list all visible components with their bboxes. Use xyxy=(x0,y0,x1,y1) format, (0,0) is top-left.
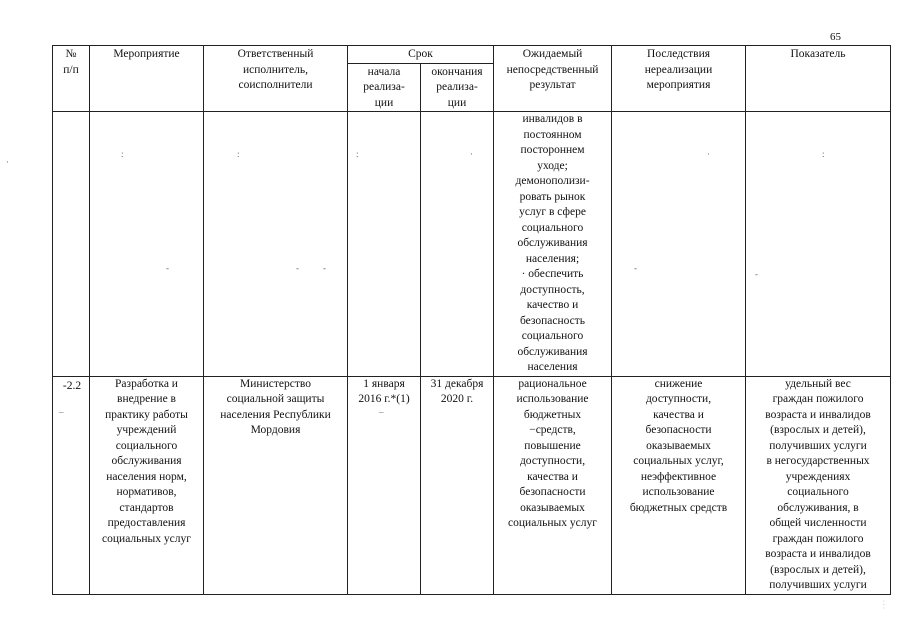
cont-event-cell xyxy=(90,112,204,377)
cont-expected-cell: инвалидов в постоянном постороннем уходе; демонополизи- ровать рынок услуг в сфере социального обслуживания населения; · обеспечить доступность, качество и безопасность социального обслуживания населения xyxy=(494,112,612,377)
scan-speck: - xyxy=(323,263,326,273)
scan-speck: - xyxy=(296,263,299,273)
header-num: № п/п xyxy=(53,46,90,112)
end-date-cell: 31 декабря 2020 г. xyxy=(421,376,494,594)
scan-speck: : xyxy=(237,149,240,159)
header-term-end: окончания реализа- ции xyxy=(421,63,494,112)
scan-speck: - xyxy=(634,263,637,273)
header-responsible: Ответственный исполнитель, соисполнители xyxy=(204,46,348,112)
header-term: Срок xyxy=(348,46,494,64)
header-consequences: Последствия нереализации мероприятия xyxy=(612,46,746,112)
header-indicator: Показатель xyxy=(746,46,891,112)
scan-speck: · xyxy=(707,149,710,159)
page-number: 65 xyxy=(830,31,841,43)
scan-speck: : xyxy=(121,149,124,159)
header-row xyxy=(53,46,891,64)
header-term-start: начала реализа- ции xyxy=(348,63,421,112)
scan-margin-mark: · · · xyxy=(880,600,886,609)
header-event: Мероприятие xyxy=(90,46,204,112)
scan-speck: – xyxy=(59,407,64,417)
scan-speck: · xyxy=(6,157,9,167)
scan-speck: : xyxy=(822,149,825,159)
header-expected: Ожидаемый непосредственный результат xyxy=(494,46,612,112)
expected-result-cell: рациональное использование бюджетных −средств, повышение доступности, качества и безопасности оказываемых социальных услуг xyxy=(494,376,612,594)
scan-speck: · xyxy=(470,149,473,159)
cont-consequences-cell xyxy=(612,112,746,377)
start-date-cell: 1 января 2016 г.*(1) xyxy=(348,376,421,594)
responsible-cell: Министерство социальной защиты населения Республики Мордовия xyxy=(204,376,348,594)
cont-indicator-cell xyxy=(746,112,891,377)
measures-table xyxy=(52,45,891,595)
scan-speck: – xyxy=(379,407,384,417)
row-number: -2.2 xyxy=(53,376,90,594)
scan-speck: : xyxy=(356,149,359,159)
consequences-cell: снижение доступности, качества и безопасности оказываемых социальных услуг, неэффективное использование бюджетных средств xyxy=(612,376,746,594)
scan-speck: - xyxy=(166,263,169,273)
cont-num-cell xyxy=(53,112,90,377)
cont-end-cell xyxy=(421,112,494,377)
indicator-cell: удельный вес граждан пожилого возраста и инвалидов (взрослых и детей), получивших услуги в негосударственных учреждениях социального обслуживания, в общей численности граждан пожилого возраста и инвалидов (взрослых и детей), получивших услуги xyxy=(746,376,891,594)
event-cell: Разработка и внедрение в практику работы учреждений социального обслуживания населения норм, нормативов, стандартов предоставления социальных услуг xyxy=(90,376,204,594)
table-row-2-2 xyxy=(53,376,891,594)
scan-speck: - xyxy=(755,269,758,279)
cont-responsible-cell xyxy=(204,112,348,377)
